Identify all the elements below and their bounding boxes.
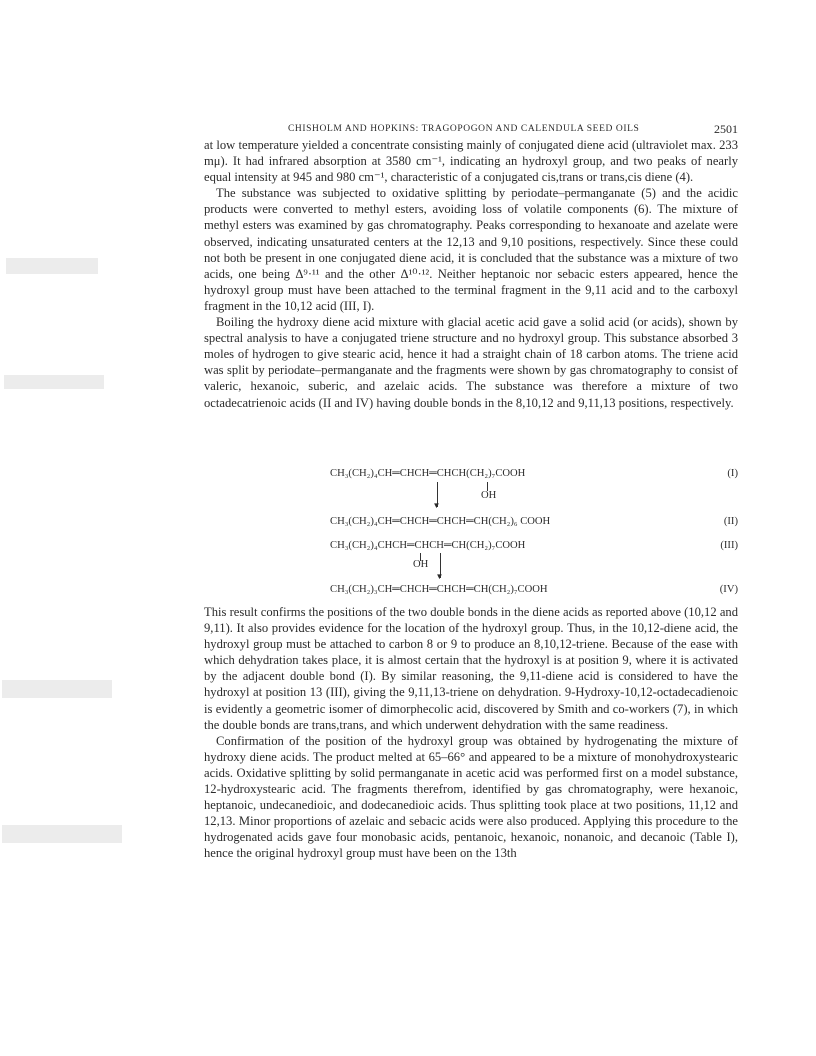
running-head: CHISHOLM AND HOPKINS: TRAGOPOGON AND CALENDULA SEED OILS xyxy=(288,124,640,134)
formula-II: CH₃(CH₂)₄CH═CHCH═CHCH═CH(CH₂)₆ COOH xyxy=(330,516,551,527)
formula-number: (III) xyxy=(720,540,738,551)
scan-artifact xyxy=(6,258,98,274)
page-number: 2501 xyxy=(714,122,738,136)
arrowhead-icon: ▼ xyxy=(435,572,444,581)
formula-IV: CH₃(CH₂)₃CH═CHCH═CHCH═CH(CH₂)₇COOH xyxy=(330,584,548,595)
paragraph: Confirmation of the position of the hydroxyl group was obtained by hydrogenating the mixture of hydroxy diene acids. The product melted at 65–66° and appeared to be a mixture of monohydroxystearic acids. Oxidative splitting by solid permanganate in acetic acid was performed first on a model substance, 12-hydroxystearic acid. The fragments therefrom, identified by gas chromatography, were hexanoic, heptanoic, undecanedioic, and dodecanedioic acids. Thus splitting took place at two positions, 11,12 and 12,13. Minor proportions of azelaic and sebacic acids were also produced. Applying this procedure to the hydrogenated acids gave four monobasic acids, pentanoic, hexanoic, nonanoic, and decanoic (Table I), hence the original hydroxyl group must have been on the 13th xyxy=(204,733,738,861)
hydroxyl-label: OH xyxy=(413,559,429,570)
reaction-scheme xyxy=(204,468,738,596)
formula-III: CH₃(CH₂)₄CHCH═CHCH═CH(CH₂)₇COOH xyxy=(330,540,526,551)
hydroxyl-label: OH xyxy=(481,490,497,501)
body-text-bottom xyxy=(204,604,738,862)
scan-artifact xyxy=(4,375,104,389)
paragraph: Boiling the hydroxy diene acid mixture with glacial acetic acid gave a solid acid (or acids), shown by spectral analysis to have a conjugated triene structure and no hydroxyl group. This substance absorbed 3 moles of hydrogen to give stearic acid, hence it had a straight chain of 18 carbon atoms. The triene acid was split by periodate–permanganate and the fragments were shown by gas chromatography to consist of valeric, hexanoic, suberic, and azelaic acids. The substance was therefore a mixture of two octadecatrienoic acids (II and IV) having double bonds in the 8,10,12 and 9,11,13 positions, respectively. xyxy=(204,315,738,410)
paragraph: The substance was subjected to oxidative splitting by periodate–permanganate (5) and the acidic products were converted to methyl esters, avoiding loss of volatile components (6). The mixture of methyl esters was examined by gas chromatography. Peaks corresponding to hexanoate and azelate were observed, indicating unsaturated centers at the 12,13 and 9,10 positions, respectively. Since these could not both be present in one conjugated diene acid, it is concluded that the substance was a mixture of two acids, one being Δ⁹·¹¹ and the other Δ¹⁰·¹². Neither heptanoic nor sebacic esters appeared, hence the hydroxyl group must have been attached to the terminal fragment in the 9,11 acid and to the carboxyl fragment in the 10,12 acid (III, I). xyxy=(204,186,738,313)
body-text-top xyxy=(204,137,738,411)
formula-number: (IV) xyxy=(719,584,738,595)
formula-number: (I) xyxy=(727,468,738,479)
paragraph: at low temperature yielded a concentrate consisting mainly of conjugated diene acid (ultraviolet max. 233 mμ). It had infrared absorption at 3580 cm⁻¹, indicating an hydroxyl group, and two peaks of nearly equal intensity at 945 and 980 cm⁻¹, characteristic of a conjugated cis,trans or trans,cis diene (4). xyxy=(204,138,738,185)
page-header xyxy=(204,122,738,136)
scan-artifact xyxy=(2,825,122,843)
arrowhead-icon: ▼ xyxy=(432,501,441,510)
scan-artifact xyxy=(2,680,112,698)
paragraph: This result confirms the positions of the two double bonds in the diene acids as reported above (10,12 and 9,11). It also provides evidence for the location of the hydroxyl group. Thus, in the 10,12-diene acid, the hydroxyl group must be attached to carbon 8 or 9 to produce an 8,10,12-triene. Because of the ease with which dehydration takes place, it is almost certain that the hydroxyl is at position 9, where it is activated by the adjacent double bond (I). By similar reasoning, the 9,11-diene acid is considered to have the hydroxyl at position 13 (III), giving the 9,11,13-triene on dehydration. 9-Hydroxy-10,12-octadecadienoic is evidently a geometric isomer of dimorphecolic acid, discovered by Smith and co-workers (7), in which the double bonds are trans,trans, and which underwent dehydration with the same readiness. xyxy=(204,605,738,732)
formula-I: CH₃(CH₂)₄CH═CHCH═CHCH(CH₂)₇COOH xyxy=(330,468,526,479)
formula-number: (II) xyxy=(723,516,738,527)
